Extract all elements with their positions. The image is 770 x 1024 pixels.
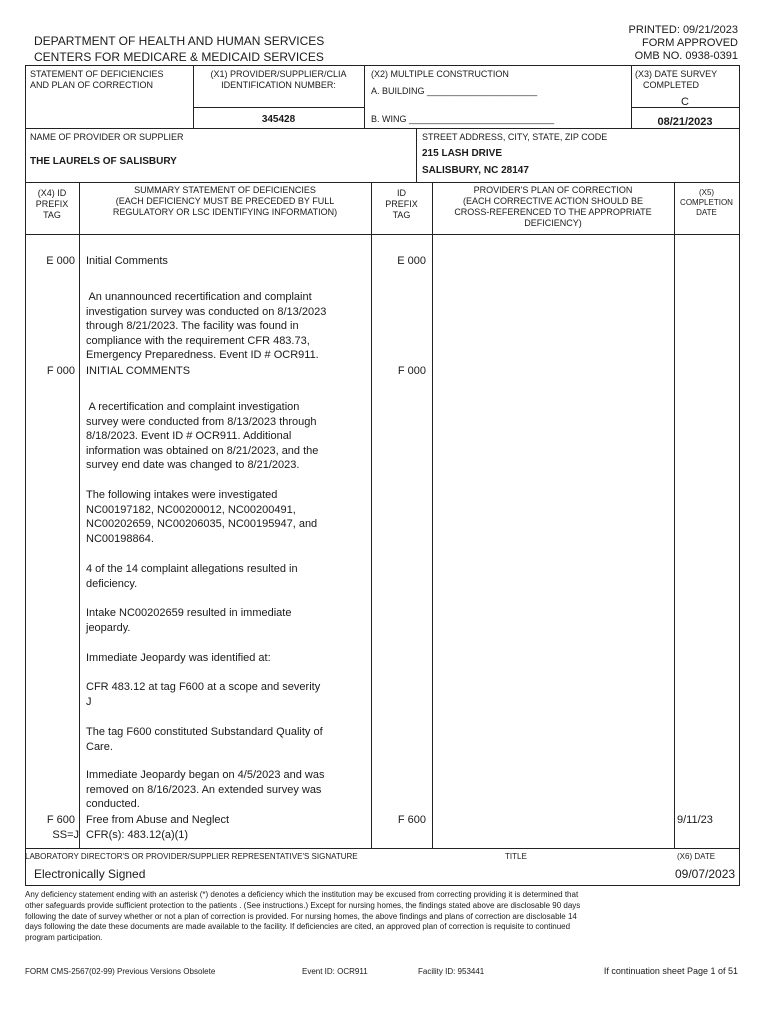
f000-line: Immediate Jeopardy was identified at: [86,652,271,664]
plan-header-line1: PROVIDER'S PLAN OF CORRECTION [473,185,633,195]
f000-line: deficiency. [86,577,138,590]
provider-number: 345428 [261,114,296,125]
disclaimer-line: days following the date these documents are made available to the facility. If deficiencies are cited, an approved plan of correction is requisite to continued [25,922,571,932]
f000-line: Intake NC00202659 resulted in immediate [86,607,292,619]
e000-right-tag: E 000 [397,255,426,267]
x1-label-line2: IDENTIFICATION NUMBER: [221,80,336,90]
f000-line: removed on 8/16/2023. An extended survey was [86,783,322,796]
f600-tag: F 600 [46,814,75,826]
e000-paragraph [86,290,368,363]
f000-paragraph-6 [86,680,368,709]
wing-field: B. WING _____________________________ [371,114,555,124]
disclaimer-line: program participation. [25,933,103,943]
printed-date: PRINTED: 09/21/2023 [628,24,738,36]
f000-line: survey were conducted from 8/13/2023 through [86,415,317,428]
f000-paragraph-8 [86,768,368,812]
f000-line: Immediate Jeopardy began on 4/5/2023 and was [86,769,325,781]
e000-line: Emergency Preparedness. Event ID # OCR911. [86,349,319,362]
statement-label [30,69,164,91]
f000-paragraph-1 [86,400,368,473]
f000-paragraph-2 [86,488,368,546]
address-label: STREET ADDRESS, CITY, STATE, ZIP CODE [422,132,608,142]
disclaimer-line: Any deficiency statement ending with an asterisk (*) denotes a deficiency which the institution may be excused from correcting providing it is determined that [25,890,579,899]
x4-header-line1: (X4) ID [37,188,67,198]
agency-heading [34,33,324,65]
f000-right-tag: F 000 [397,365,426,377]
provider-name-label: NAME OF PROVIDER OR SUPPLIER [30,132,184,142]
f000-line: information was obtained on 8/21/2023, and the [86,444,319,457]
form-approved: FORM APPROVED [642,37,738,49]
title-label: TITLE [505,852,527,861]
x6-date-value: 09/07/2023 [675,867,736,881]
f600-right-tag: F 600 [397,814,426,826]
f000-tag: F 000 [46,365,75,377]
x5-header [674,188,739,218]
summary-header-line3: REGULATORY OR LSC IDENTIFYING INFORMATION) [112,207,338,217]
f000-line: NC00198864. [86,532,154,545]
x4-header-line3: TAG [43,210,61,220]
e000-line: An unannounced recertification and complaint [86,291,312,303]
x3-label-line1: (X3) DATE SURVEY [635,69,718,79]
f000-line: The following intakes were investigated [86,489,278,501]
f000-line: CFR 483.12 at tag F600 at a scope and severity [86,681,321,693]
f000-title: INITIAL COMMENTS [86,365,191,377]
x4-header-line2: PREFIX [35,199,69,209]
survey-code: C [681,96,689,108]
x3-label [635,69,739,91]
x1-label [193,69,364,91]
x4-header [25,188,79,221]
id-header-line2: PREFIX [385,199,418,209]
plan-header-line3: CROSS-REFERENCED TO THE APPROPRIATE [454,207,652,217]
id-header-line3: TAG [392,210,411,220]
building-field: A. BUILDING ______________________ [371,86,538,96]
page-number: If continuation sheet Page 1 of 51 [603,966,738,976]
statement-label-line2: AND PLAN OF CORRECTION [30,80,154,90]
x5-header-line1: (X5) [698,188,715,197]
facility-id: Facility ID: 953441 [418,967,485,976]
e000-line: compliance with the requirement CFR 483.73, [86,334,310,347]
city-state-zip: SALISBURY, NC 28147 [422,165,529,176]
street-address: 215 LASH DRIVE [422,148,503,159]
omb-number: OMB NO. 0938-0391 [634,50,738,62]
summary-header-line1: SUMMARY STATEMENT OF DEFICIENCIES [134,185,316,195]
plan-header-line4: DEFICIENCY) [524,218,582,228]
x1-label-line1: (X1) PROVIDER/SUPPLIER/CLIA [210,69,347,79]
summary-header-line2: (EACH DEFICIENCY MUST BE PRECEDED BY FULL [115,196,335,206]
x3-label-line2: COMPLETED [643,80,700,90]
f000-line: Care. [86,740,113,753]
disclaimer-line: other safeguards provide sufficient protection to the patients . (See instructions.) Except for nursing homes, the findings stated above are disclosable 90 days [25,900,581,910]
f000-paragraph-5 [86,651,368,666]
f000-paragraph-7 [86,725,368,754]
disclaimer [25,890,740,944]
f000-line: NC00197182, NC00200012, NC00200491, [86,503,296,516]
f000-line: NC00202659, NC00206035, NC00195947, and [86,518,318,531]
survey-date: 08/21/2023 [657,116,713,128]
f000-line: survey end date was changed to 8/21/2023. [86,459,300,472]
e000-title: Initial Comments [86,255,168,267]
event-id: Event ID: OCR911 [302,967,368,976]
x5-header-line3: DATE [696,208,717,217]
f000-line: conducted. [86,798,140,811]
summary-header [79,185,371,218]
f000-line: J [86,695,92,708]
e000-line: investigation survey was conducted on 8/13/2023 [86,305,327,318]
f000-line: The tag F600 constituted Substandard Quality of [86,726,323,738]
f600-title: Free from Abuse and Neglect [86,814,230,826]
f600-severity: SS=J [52,829,79,841]
disclaimer-line: following the date of survey whether or not a plan of correction is provided. For nursing homes, the above findings and plans of correction are disclosable 14 [25,911,577,921]
f000-line: A recertification and complaint investigation [86,401,300,413]
f000-paragraph-4 [86,606,368,635]
print-info [629,24,738,63]
f600-cfr: CFR(s): 483.12(a)(1) [86,829,189,841]
x5-header-line2: COMPLETION [680,198,733,207]
statement-label-line1: STATEMENT OF DEFICIENCIES [30,69,164,79]
plan-header-line2: (EACH CORRECTIVE ACTION SHOULD BE [462,196,644,206]
id-header-line1: ID [397,188,406,198]
department-name: DEPARTMENT OF HEALTH AND HUMAN SERVICES [34,34,325,48]
e000-line: through 8/21/2023. The facility was found in [86,320,299,333]
f000-paragraph-3 [86,562,368,591]
x6-date-label: (X6) DATE [677,852,716,861]
id-header [371,188,432,221]
plan-header [432,185,674,229]
signature-value: Electronically Signed [34,867,146,881]
f600-completion-date: 9/11/23 [677,814,713,826]
f000-line: 8/18/2023. Event ID # OCR911. Additional [86,430,292,443]
x2-label: (X2) MULTIPLE CONSTRUCTION [371,69,509,79]
f000-line: jeopardy. [86,621,131,634]
form-number: FORM CMS-2567(02-99) Previous Versions Obsolete [25,967,216,976]
signature-label: LABORATORY DIRECTOR'S OR PROVIDER/SUPPLIER REPRESENTATIVE'S SIGNATURE [25,852,358,861]
provider-name: THE LAURELS OF SALISBURY [30,156,177,167]
f000-line: 4 of the 14 complaint allegations resulted in [86,563,298,575]
e000-tag: E 000 [46,255,75,267]
agency-name: CENTERS FOR MEDICARE & MEDICAID SERVICES [34,50,324,64]
